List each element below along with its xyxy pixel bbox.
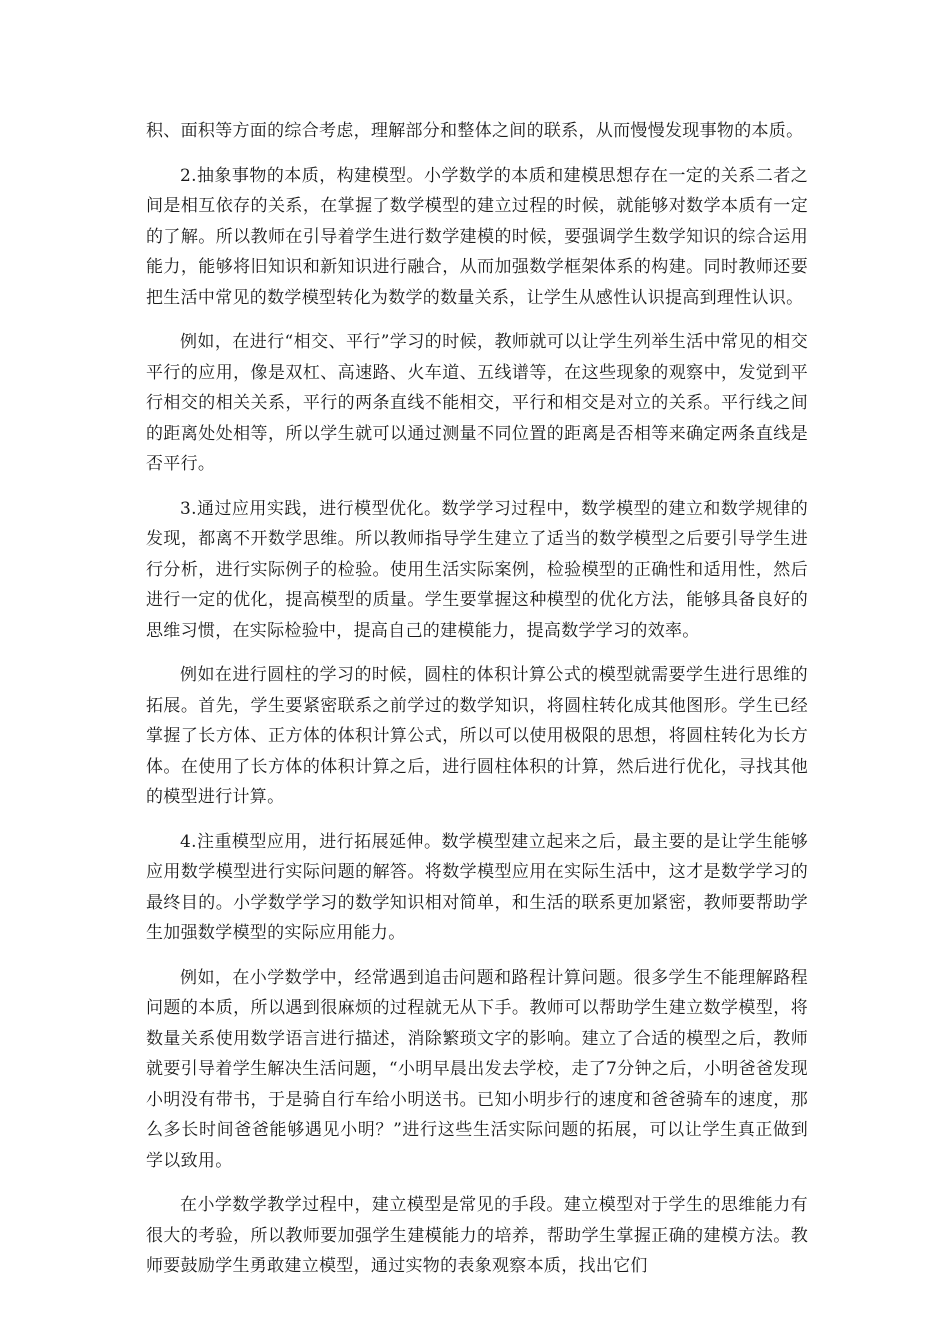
paragraph-conclusion: 在小学数学教学过程中，建立模型是常见的手段。建立模型对于学生的思维能力有很大的考验，所以教师要加强学生建模能力的培养，帮助学生掌握正确的建模方法。教师要鼓励学生勇敢建立模型，通过实物的表象观察本质，找出它们 (146, 1195, 808, 1276)
paragraph-continuation: 积、面积等方面的综合考虑，理解部分和整体之间的联系，从而慢慢发现事物的本质。 (146, 121, 804, 141)
paragraph-section-3: 3.通过应用实践，进行模型优化。数学学习过程中，数学模型的建立和数学规律的发现，都离不开数学思维。所以教师指导学生建立了适当的数学模型之后要引导学生进行分析，进行实际例子的检验。使用生活实际案例，检验模型的正确性和适用性，然后进行一定的优化，提高模型的质量。学生要掌握这种模型的优化方法，能够具备良好的思维习惯，在实际检验中，提高自己的建模能力，提高数学学习的效率。 (146, 498, 808, 641)
paragraph-example-distance: 例如，在小学数学中，经常遇到追击问题和路程计算问题。很多学生不能理解路程问题的本质，所以遇到很麻烦的过程就无从下手。教师可以帮助学生建立数学模型，将数量关系使用数学语言进行描述，消除繁琐文字的影响。建立了合适的模型之后，教师就要引导着学生解决生活问题，“小明早晨出发去学校，走了7分钟之后，小明爸爸发现小明没有带书，于是骑自行车给小明送书。已知小明步行的速度和爸爸骑车的速度，那么多长时间爸爸能够遇见小明？”进行这些生活实际问题的拓展，可以让学生真正做到学以致用。 (146, 967, 808, 1171)
paragraph-example-parallel: 例如，在进行“相交、平行”学习的时候，教师就可以让学生列举生活中常见的相交平行的应用，像是双杠、高速路、火车道、五线谱等，在这些现象的观察中，发觉到平行相交的相关关系，平行的两条直线不能相交，平行和相交是对立的关系。平行线之间的距离处处相等，所以学生就可以通过测量不同位置的距离是否相等来确定两条直线是否平行。 (146, 332, 808, 474)
paragraph-example-cylinder: 例如在进行圆柱的学习的时候，圆柱的体积计算公式的模型就需要学生进行思维的拓展。首先，学生要紧密联系之前学过的数学知识，将圆柱转化成其他图形。学生已经掌握了长方体、正方体的体积计算公式，所以可以使用极限的思想，将圆柱转化为长方体。在使用了长方体的体积计算之后，进行圆柱体积的计算，然后进行优化，寻找其他的模型进行计算。 (146, 665, 808, 807)
document-page (146, 116, 808, 1296)
paragraph-section-4: 4.注重模型应用，进行拓展延伸。数学模型建立起来之后，最主要的是让学生能够应用数学模型进行实际问题的解答。将数学模型应用在实际生活中，这才是数学学习的最终目的。小学数学学习的数学知识相对简单，和生活的联系更加紧密，教师要帮助学生加强数学模型的实际应用能力。 (146, 831, 808, 943)
paragraph-section-2: 2.抽象事物的本质，构建模型。小学数学的本质和建模思想存在一定的关系二者之间是相互依存的关系，在掌握了数学模型的建立过程的时候，就能够对数学本质有一定的了解。所以教师在引导着学生进行数学建模的时候，要强调学生数学知识的综合运用能力，能够将旧知识和新知识进行融合，从而加强数学框架体系的构建。同时教师还要把生活中常见的数学模型转化为数学的数量关系，让学生从感性认识提高到理性认识。 (146, 165, 808, 308)
